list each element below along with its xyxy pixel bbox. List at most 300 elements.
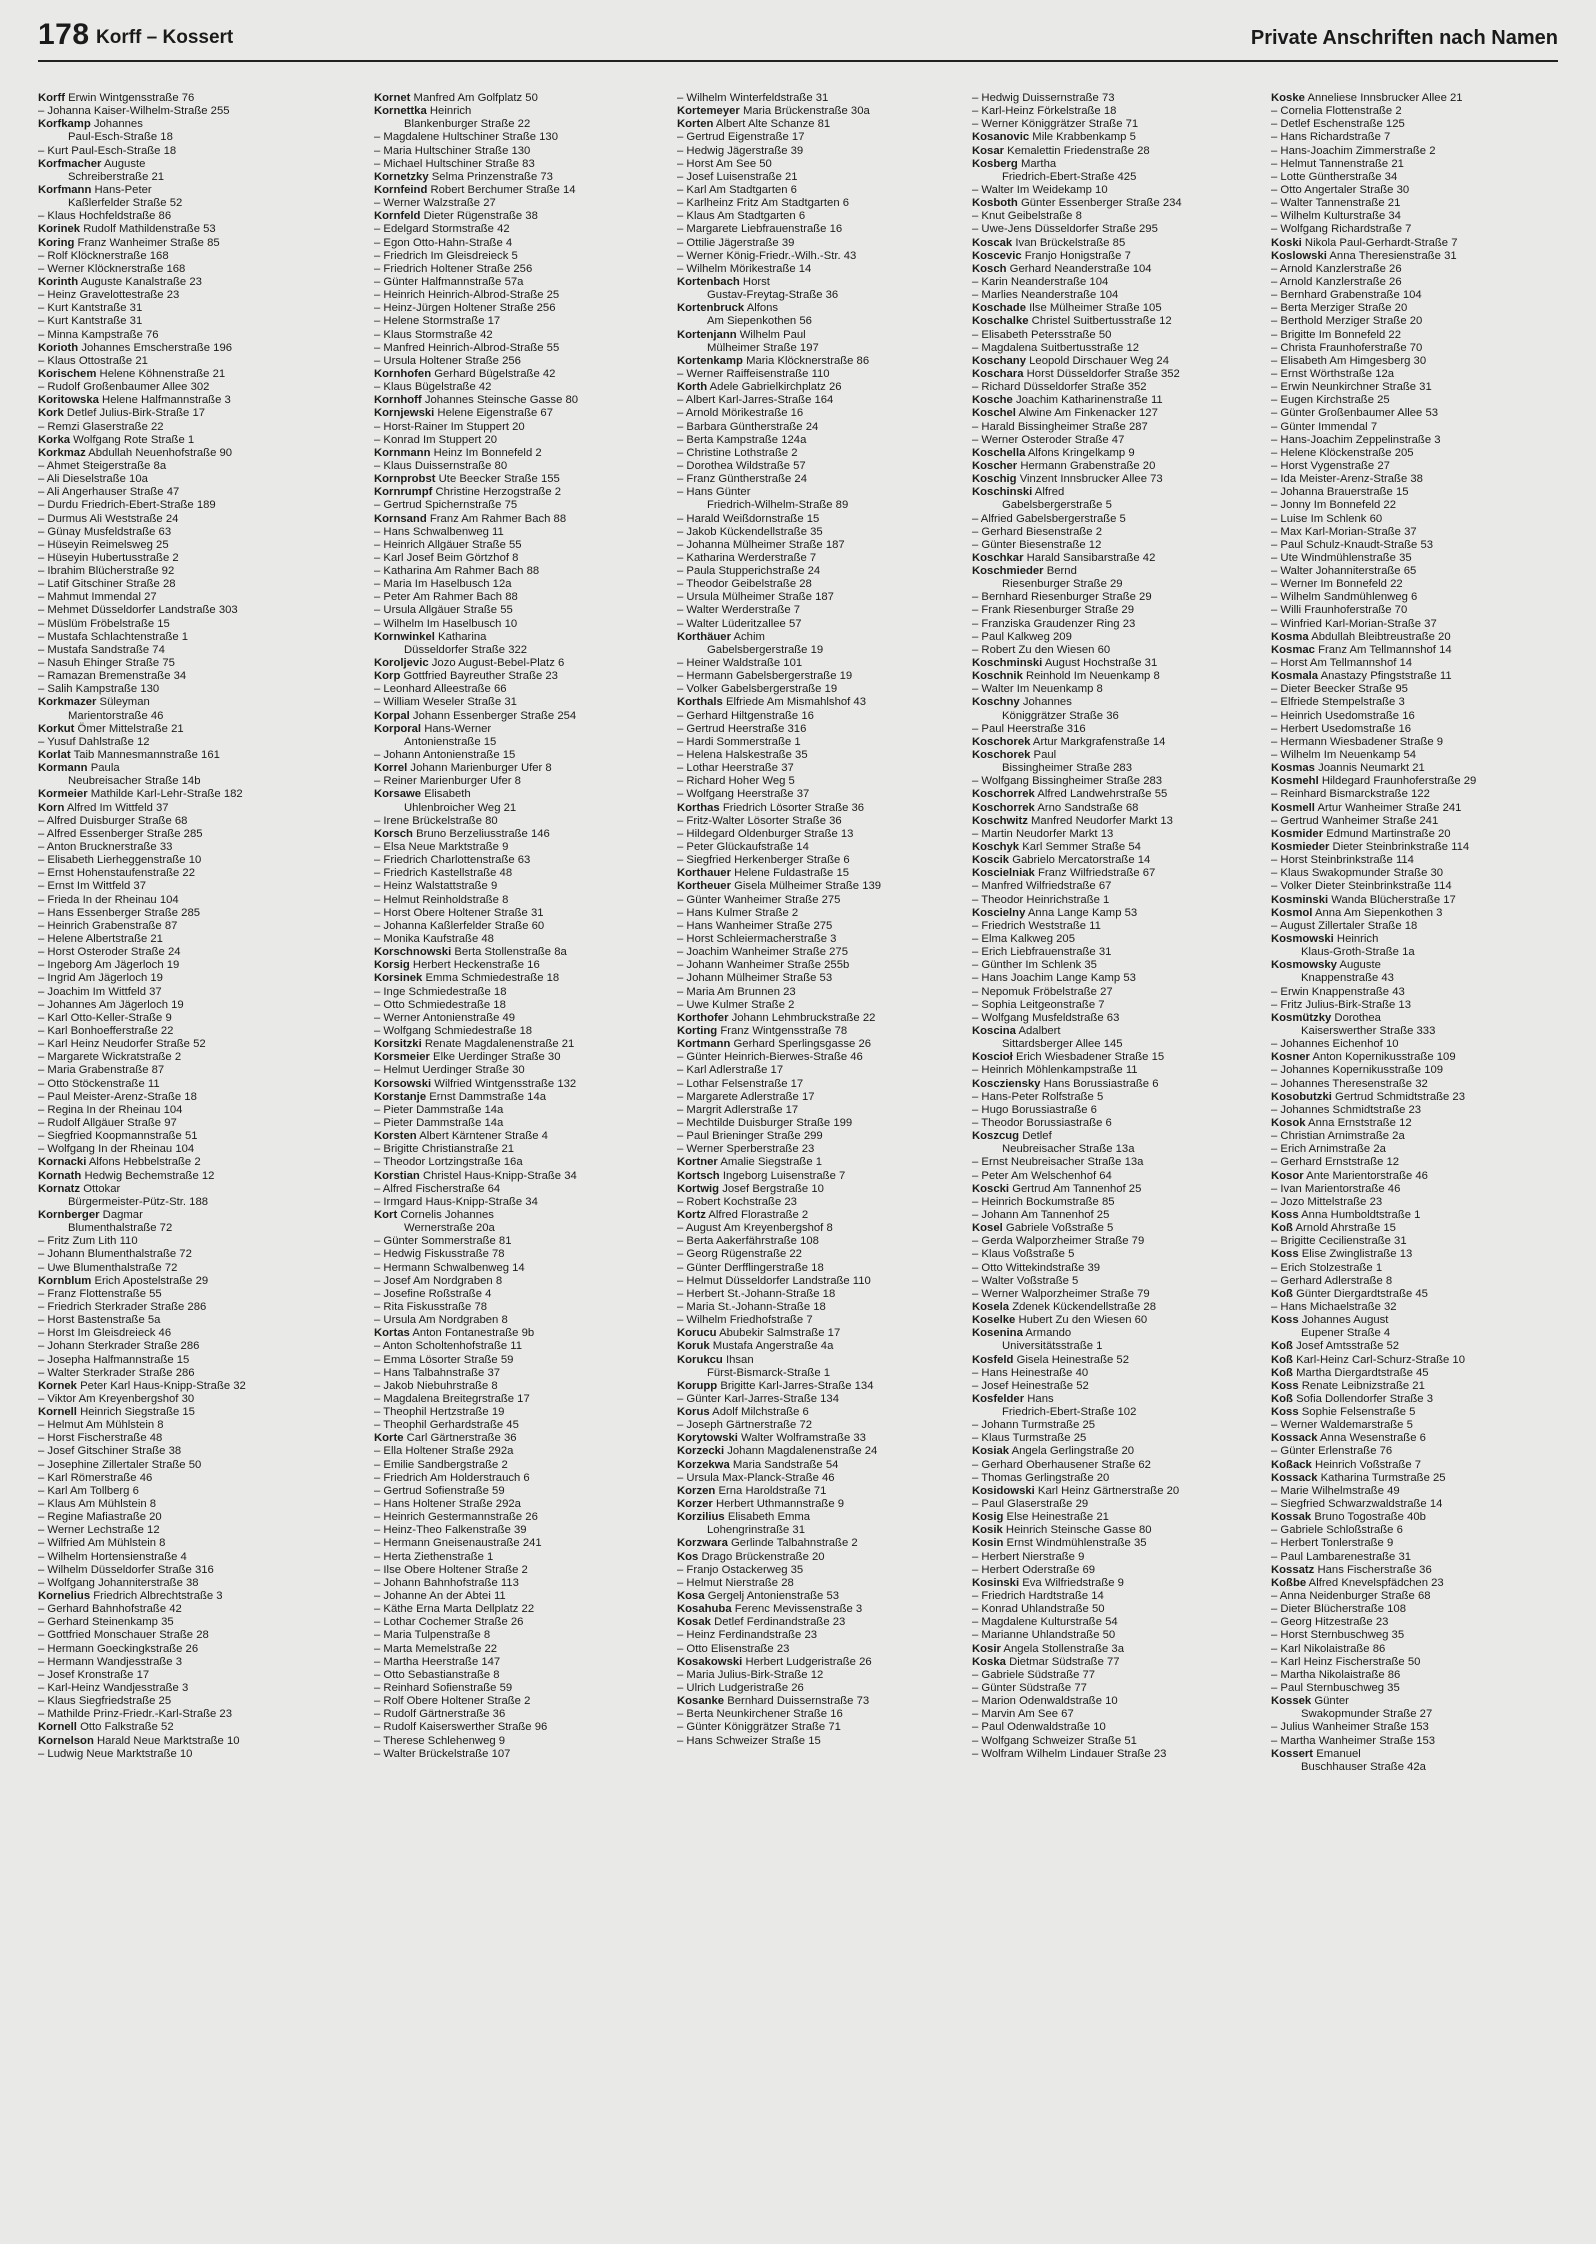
entry-text: – Hermann Wandjesstraße 3 <box>38 1655 182 1668</box>
surname: Kortwig <box>677 1182 720 1195</box>
directory-entry <box>38 1669 338 1682</box>
entry-text: – Theodor Borussiastraße 6 <box>972 1116 1112 1129</box>
surname: Kornhoff <box>374 394 422 407</box>
directory-entry <box>677 1143 977 1156</box>
surname: Kortz <box>677 1208 706 1221</box>
surname: Koss <box>1271 1314 1299 1327</box>
directory-entry <box>972 710 1272 723</box>
surname: Korfmann <box>38 183 92 196</box>
entry-text: – Ali Dieselstraße 10a <box>38 473 148 486</box>
entry-text: – Karl Heinz Fischerstraße 50 <box>1271 1655 1421 1668</box>
entry-text: – Anton Brucknerstraße 33 <box>38 841 173 854</box>
surname: Kornfeld <box>374 210 421 223</box>
entry-text: – Gerhard Ernststraße 12 <box>1271 1156 1400 1169</box>
entry-text: – Martha Heerstraße 147 <box>374 1655 501 1668</box>
directory-entry <box>972 670 1272 683</box>
entry-text: Anastazy Pfingststraße 11 <box>1320 670 1452 683</box>
directory-entry <box>677 1406 977 1419</box>
entry-text: – Walter Im Neuenkamp 8 <box>972 683 1103 696</box>
entry-text: – Gertrud Sofienstraße 59 <box>374 1484 505 1497</box>
entry-text: – Salih Kampstraße 130 <box>38 683 160 696</box>
entry-text: Blumenthalstraße 72 <box>68 1222 173 1235</box>
directory-entry <box>677 1629 977 1642</box>
entry-text: – Detlef Eschenstraße 125 <box>1271 118 1405 131</box>
entry-text: – Günter Wanheimer Straße 275 <box>677 893 841 906</box>
directory-entry <box>38 1222 338 1235</box>
directory-entry <box>374 381 674 394</box>
directory-entry <box>677 407 977 420</box>
entry-text: – Hans Michaelstraße 32 <box>1271 1300 1397 1313</box>
entry-text: – Friedrich Am Holderstrauch 6 <box>374 1471 530 1484</box>
directory-entry <box>38 986 338 999</box>
entry-text: Kaßlerfelder Straße 52 <box>68 197 183 210</box>
entry-text: – Herbert Nierstraße 9 <box>972 1550 1085 1563</box>
directory-entry <box>1271 92 1571 105</box>
directory-entry <box>677 105 977 118</box>
entry-text: – Hedwig Jägerstraße 39 <box>677 144 804 157</box>
entry-text: Wilfried Wintgensstraße 132 <box>434 1077 577 1090</box>
directory-entry <box>972 1275 1272 1288</box>
directory-entry <box>374 1603 674 1616</box>
entry-text: – Ivan Marientorstraße 46 <box>1271 1182 1401 1195</box>
entry-text: Kaiserswerther Straße 333 <box>1301 1024 1436 1037</box>
directory-entry <box>972 302 1272 315</box>
entry-text: Erna Haroldstraße 71 <box>718 1484 827 1497</box>
directory-entry <box>38 526 338 539</box>
directory-entry <box>972 946 1272 959</box>
entry-text: Blankenburger Straße 22 <box>404 118 531 131</box>
surname: Kortenbach <box>677 275 740 288</box>
entry-text: Johannes <box>1022 696 1072 709</box>
directory-entry <box>38 631 338 644</box>
directory-entry <box>1271 1393 1571 1406</box>
directory-entry <box>374 1012 674 1025</box>
directory-entry <box>972 1104 1272 1117</box>
surname: Kosmowsky <box>1271 959 1337 972</box>
surname: Korus <box>677 1406 710 1419</box>
entry-text: Franz Am Tellmannshof 14 <box>1318 643 1452 656</box>
entry-text: – Günter Südstraße 77 <box>972 1682 1087 1695</box>
directory-entry <box>677 1051 977 1064</box>
entry-text: Eupener Straße 4 <box>1301 1327 1391 1340</box>
surname: Koritowska <box>38 394 99 407</box>
directory-entry <box>1271 184 1571 197</box>
entry-text: – Elisabeth Am Himgesberg 30 <box>1271 354 1427 367</box>
entry-text: Angela Gerlingstraße 20 <box>1011 1445 1135 1458</box>
entry-text: – Johann Am Tannenhof 25 <box>972 1208 1110 1221</box>
entry-text: Anna Wesenstraße 6 <box>1320 1432 1426 1445</box>
directory-entry <box>38 1025 338 1038</box>
entry-text: – Helmut Am Mühlstein 8 <box>38 1419 164 1432</box>
entry-text: – Regina In der Rheinau 104 <box>38 1103 183 1116</box>
directory-entry <box>1271 1708 1571 1721</box>
entry-text: – Johanna Kaßlerfelder Straße 60 <box>374 919 545 932</box>
surname: Koschorrek <box>972 801 1035 814</box>
directory-entry <box>677 1511 977 1524</box>
directory-entry <box>374 749 674 762</box>
surname: Kosar <box>972 144 1005 157</box>
directory-entry <box>972 447 1272 460</box>
entry-text: – Martha Wanheimer Straße 153 <box>1271 1734 1436 1747</box>
surname: Kornprobst <box>374 473 436 486</box>
entry-text: – Hugo Borussiastraße 6 <box>972 1103 1097 1116</box>
directory-entry <box>972 105 1272 118</box>
surname: Kosma <box>1271 630 1309 643</box>
directory-entry <box>972 1616 1272 1629</box>
entry-text: – Franjo Ostackerweg 35 <box>677 1563 804 1576</box>
directory-entry <box>374 1051 674 1064</box>
entry-text: – Hans Essenberger Straße 285 <box>38 906 201 919</box>
directory-entry <box>677 1248 977 1261</box>
directory-entry <box>374 1721 674 1734</box>
entry-text: Bruno Togostraße 40b <box>1314 1511 1426 1524</box>
surname: Kosmieder <box>1271 841 1330 854</box>
directory-entry <box>38 223 338 236</box>
surname: Koß <box>1271 1392 1293 1405</box>
entry-text: Johann Essenberger Straße 254 <box>412 709 577 722</box>
directory-entry <box>677 1367 977 1380</box>
entry-text: Joannis Neumarkt 21 <box>1318 762 1425 775</box>
directory-entry <box>38 197 338 210</box>
directory-entry <box>972 1643 1272 1656</box>
directory-entry <box>677 289 977 302</box>
entry-text: – Elfriede Stempelstraße 3 <box>1271 696 1405 709</box>
directory-entry <box>38 368 338 381</box>
entry-text: Riesenburger Straße 29 <box>1002 578 1123 591</box>
entry-text: Ute Beecker Straße 155 <box>438 473 560 486</box>
entry-text: – Bernhard Grabenstraße 104 <box>1271 289 1422 302</box>
directory-entry <box>38 1537 338 1550</box>
entry-text: – Walter Tannenstraße 21 <box>1271 197 1401 210</box>
entry-text: Armando <box>1025 1327 1072 1340</box>
directory-entry <box>677 1603 977 1616</box>
directory-entry <box>972 880 1272 893</box>
entry-text: – Wilhelm Düsseldorfer Straße 316 <box>38 1563 214 1576</box>
entry-text: – Karl-Heinz Wandjesstraße 3 <box>38 1682 189 1695</box>
directory-entry <box>677 1590 977 1603</box>
entry-text: – Minna Kampstraße 76 <box>38 328 159 341</box>
entry-text: – Gerhard Steinenkamp 35 <box>38 1616 174 1629</box>
directory-entry <box>374 302 674 315</box>
directory-entry <box>677 1472 977 1485</box>
entry-text: Ernst Windmühlenstraße 35 <box>1006 1537 1147 1550</box>
entry-text: Kemalettin Friedenstraße 28 <box>1007 144 1150 157</box>
surname: Kosak <box>677 1616 711 1629</box>
directory-entry <box>1271 105 1571 118</box>
entry-text: Johannes Emscherstraße 196 <box>81 341 233 354</box>
entry-text: – Lothar Cochemer Straße 26 <box>374 1616 524 1629</box>
directory-entry <box>972 1051 1272 1064</box>
entry-text: – Mathilde Prinz-Friedr.-Karl-Straße 23 <box>38 1708 232 1721</box>
entry-text: – Durmus Ali Weststraße 24 <box>38 512 179 525</box>
surname: Koscielny <box>972 906 1026 919</box>
surname: Kortemeyer <box>677 105 740 118</box>
directory-entry <box>374 1564 674 1577</box>
surname: Korucu <box>677 1327 717 1340</box>
entry-text: – Klaus Siegfriedstraße 25 <box>38 1695 172 1708</box>
directory-entry <box>677 683 977 696</box>
directory-entry <box>374 1498 674 1511</box>
directory-entry <box>972 736 1272 749</box>
directory-entry <box>1271 604 1571 617</box>
directory-entry <box>677 1445 977 1458</box>
entry-text: – Uwe-Jens Düsseldorfer Straße 295 <box>972 223 1158 236</box>
surname: Koschany <box>972 354 1026 367</box>
directory-entry <box>1271 171 1571 184</box>
directory-entry <box>677 1340 977 1353</box>
entry-text: Alfred Landwehrstraße 55 <box>1037 788 1168 801</box>
surname: Koscher <box>972 459 1018 472</box>
entry-text: Auguste Kanalstraße 23 <box>80 275 202 288</box>
directory-entry <box>972 1262 1272 1275</box>
directory-entry <box>374 1669 674 1682</box>
directory-entry <box>677 920 977 933</box>
surname: Kosfeld <box>972 1353 1014 1366</box>
directory-entry <box>1271 1761 1571 1774</box>
directory-entry <box>38 1629 338 1642</box>
entry-text: – Hermann Wiesbadener Straße 9 <box>1271 735 1444 748</box>
entry-text: – Ahmet Steigerstraße 8a <box>38 459 167 472</box>
directory-entry <box>38 1130 338 1143</box>
surname: Kossert <box>1271 1747 1314 1760</box>
directory-entry <box>374 1156 674 1169</box>
directory-entry <box>972 841 1272 854</box>
directory-column-4 <box>972 92 1272 1761</box>
directory-entry <box>677 591 977 604</box>
entry-text: – Karl Adlerstraße 17 <box>677 1064 784 1077</box>
surname: Kosanke <box>677 1695 725 1708</box>
directory-entry <box>38 1104 338 1117</box>
directory-entry <box>1271 723 1571 736</box>
directory-entry <box>1271 421 1571 434</box>
directory-entry <box>972 854 1272 867</box>
directory-entry <box>374 1235 674 1248</box>
directory-entry <box>374 342 674 355</box>
entry-text: Elise Zwinglistraße 13 <box>1301 1248 1413 1261</box>
directory-entry <box>1271 933 1571 946</box>
directory-entry <box>38 447 338 460</box>
entry-text: – Egon Otto-Hahn-Straße 4 <box>374 236 513 249</box>
entry-text: – Erich Stolzestraße 1 <box>1271 1261 1383 1274</box>
directory-entry <box>972 329 1272 342</box>
directory-entry <box>677 775 977 788</box>
entry-text: – Ernst Hohenstaufenstraße 22 <box>38 867 195 880</box>
directory-entry <box>38 263 338 276</box>
directory-entry <box>1271 696 1571 709</box>
entry-text: – Wolfram Wilhelm Lindauer Straße 23 <box>972 1747 1167 1760</box>
directory-entry <box>374 1616 674 1629</box>
directory-entry <box>677 1721 977 1734</box>
entry-text: – Katharina Werderstraße 7 <box>677 551 817 564</box>
entry-text: Auguste <box>1339 959 1381 972</box>
entry-text: – Horst Obere Holtener Straße 31 <box>374 906 544 919</box>
directory-entry <box>1271 749 1571 762</box>
directory-entry <box>972 1117 1272 1130</box>
entry-text: – Christine Lothstraße 2 <box>677 446 798 459</box>
entry-text: Renate Magdalenenstraße 21 <box>424 1038 575 1051</box>
surname: Kosmowski <box>1271 933 1334 945</box>
entry-text: Ingeborg Luisenstraße 7 <box>722 1169 846 1182</box>
surname: Koß <box>1271 1353 1293 1366</box>
surname: Korukcu <box>677 1353 723 1366</box>
directory-entry <box>374 1183 674 1196</box>
surname: Koroljevic <box>374 657 429 670</box>
entry-text: – Frank Riesenburger Straße 29 <box>972 604 1135 617</box>
entry-text: – Maria St.-Johann-Straße 18 <box>677 1300 826 1313</box>
entry-text: – Berta Kampstraße 124a <box>677 433 807 446</box>
entry-text: Gisela Heinestraße 52 <box>1016 1353 1129 1366</box>
entry-text: – Hans-Joachim Zeppelinstraße 3 <box>1271 433 1441 446</box>
directory-entry <box>374 1248 674 1261</box>
directory-entry <box>972 775 1272 788</box>
surname: Kosch <box>972 262 1007 275</box>
entry-text: Helene Halfmannstraße 3 <box>102 394 231 407</box>
directory-entry <box>1271 1183 1571 1196</box>
entry-text: – Wolfgang Heerstraße 37 <box>677 788 810 801</box>
directory-entry <box>374 1590 674 1603</box>
entry-text: Josef Amtsstraße 52 <box>1296 1340 1400 1353</box>
directory-entry <box>374 513 674 526</box>
entry-text: Friedrich Lösorter Straße 36 <box>722 801 865 814</box>
surname: Koring <box>38 236 75 249</box>
directory-entry <box>38 1708 338 1721</box>
entry-text: – Horst Fischerstraße 48 <box>38 1432 163 1445</box>
entry-text: – Barbara Güntherstraße 24 <box>677 420 819 433</box>
directory-entry <box>38 894 338 907</box>
directory-entry <box>677 604 977 617</box>
surname: Kornath <box>38 1169 82 1182</box>
directory-entry <box>972 552 1272 565</box>
directory-entry <box>374 1091 674 1104</box>
directory-entry <box>374 1196 674 1209</box>
entry-text: Amalie Siegstraße 1 <box>720 1156 823 1169</box>
entry-text: Paul <box>1033 749 1057 762</box>
directory-entry <box>38 1577 338 1590</box>
surname: Korsch <box>374 827 413 840</box>
directory-entry <box>677 1196 977 1209</box>
entry-text: – Mechtilde Duisburger Straße 199 <box>677 1116 853 1129</box>
surname: Kornell <box>38 1721 77 1734</box>
directory-entry <box>972 394 1272 407</box>
directory-entry <box>1271 1156 1571 1169</box>
entry-text: – Ingeborg Am Jägerloch 19 <box>38 959 180 972</box>
directory-entry <box>677 1735 977 1748</box>
directory-entry <box>677 1091 977 1104</box>
entry-text: – August Zillertaler Straße 18 <box>1271 919 1418 932</box>
directory-entry <box>972 434 1272 447</box>
directory-entry <box>972 1656 1272 1669</box>
directory-entry <box>677 223 977 236</box>
entry-text: – Christian Arnimstraße 2a <box>1271 1130 1405 1143</box>
directory-entry <box>677 381 977 394</box>
directory-entry <box>374 289 674 302</box>
entry-text: – Hedwig Duissernstraße 73 <box>972 92 1115 104</box>
entry-text: Alfred Im Wittfeld 37 <box>66 801 169 814</box>
directory-entry <box>972 1222 1272 1235</box>
surname: Korporal <box>374 722 422 735</box>
entry-text: – Hans Wanheimer Straße 275 <box>677 919 833 932</box>
directory-entry <box>38 1590 338 1603</box>
entry-text: Detlef <box>1022 1130 1052 1143</box>
entry-text: Helene Eigenstraße 67 <box>437 407 553 420</box>
entry-text: – Dieter Blücherstraße 108 <box>1271 1603 1407 1616</box>
directory-entry <box>972 1629 1272 1642</box>
directory-entry <box>1271 710 1571 723</box>
entry-text: – Wolfgang Schmiedestraße 18 <box>374 1024 533 1037</box>
entry-text: – Hardi Sommerstraße 1 <box>677 735 801 748</box>
directory-entry <box>374 1748 674 1761</box>
entry-text: – Horst Am Tellmannshof 14 <box>1271 657 1413 670</box>
directory-entry <box>677 499 977 512</box>
entry-text: – Wilhelm Winterfeldstraße 31 <box>677 92 829 104</box>
directory-entry <box>38 289 338 302</box>
directory-entry <box>374 407 674 420</box>
directory-entry <box>972 1183 1272 1196</box>
directory-entry <box>677 1577 977 1590</box>
entry-text: Manfred Neudorfer Markt 13 <box>1031 814 1173 827</box>
surname: Kornacki <box>38 1156 87 1169</box>
directory-entry <box>1271 1445 1571 1458</box>
entry-text: – Alfried Gabelsbergerstraße 5 <box>972 512 1126 525</box>
entry-text: – Peter Glückaufstraße 14 <box>677 841 809 854</box>
entry-text: Bürgermeister-Pütz-Str. 188 <box>68 1195 209 1208</box>
directory-entry <box>677 1064 977 1077</box>
directory-entry <box>1271 986 1571 999</box>
entry-text: – Walter Johanniterstraße 65 <box>1271 565 1417 578</box>
entry-text: – Johann Bahnhofstraße 113 <box>374 1576 519 1589</box>
directory-entry <box>972 723 1272 736</box>
entry-text: – Helene Stormstraße 17 <box>374 315 501 328</box>
entry-text: – Horst-Rainer Im Stuppert 20 <box>374 420 525 433</box>
entry-text: – Reiner Marienburger Ufer 8 <box>374 775 521 788</box>
entry-text: – Joachim Wanheimer Straße 275 <box>677 946 848 959</box>
directory-entry <box>38 1143 338 1156</box>
surname: Kosenina <box>972 1327 1023 1340</box>
directory-entry <box>1271 1472 1571 1485</box>
entry-text: Gustav-Freytag-Straße 36 <box>707 289 839 302</box>
entry-text: – Robert Zu den Wiesen 60 <box>972 643 1111 656</box>
entry-text: – Hildegard Oldenburger Straße 13 <box>677 827 854 840</box>
directory-entry <box>677 959 977 972</box>
entry-text: – Helene Klöckenstraße 205 <box>1271 446 1414 459</box>
entry-text: – Heinrich Gestermannstraße 26 <box>374 1511 538 1524</box>
entry-text: – Karl Josef Beim Görtzhof 8 <box>374 551 519 564</box>
surname: Kosakowski <box>677 1655 743 1668</box>
entry-text: Robert Berchumer Straße 14 <box>430 183 576 196</box>
directory-entry <box>677 1498 977 1511</box>
entry-text: Alfons Hebbelstraße 2 <box>88 1156 201 1169</box>
directory-entry <box>972 565 1272 578</box>
directory-entry <box>1271 1314 1571 1327</box>
directory-entry <box>972 1340 1272 1353</box>
directory-entry <box>677 999 977 1012</box>
entry-text: Albert Alte Schanze 81 <box>715 118 831 131</box>
entry-text: Friedrich-Wilhelm-Straße 89 <box>707 499 849 512</box>
entry-text: – Heinz-Theo Falkenstraße 39 <box>374 1524 527 1537</box>
surname: Koschmieder <box>972 565 1044 578</box>
directory-entry <box>677 1183 977 1196</box>
surname: Kork <box>38 407 64 420</box>
directory-entry <box>1271 434 1571 447</box>
surname: Koska <box>972 1655 1006 1668</box>
directory-entry <box>38 933 338 946</box>
entry-text: – Franz Flottenstraße 55 <box>38 1287 162 1300</box>
directory-entry <box>374 802 674 815</box>
surname: Korsten <box>374 1130 417 1143</box>
entry-text: Sittardsberger Allee 145 <box>1002 1038 1123 1051</box>
directory-entry <box>38 118 338 131</box>
entry-text: – Josef Luisenstraße 21 <box>677 170 798 183</box>
